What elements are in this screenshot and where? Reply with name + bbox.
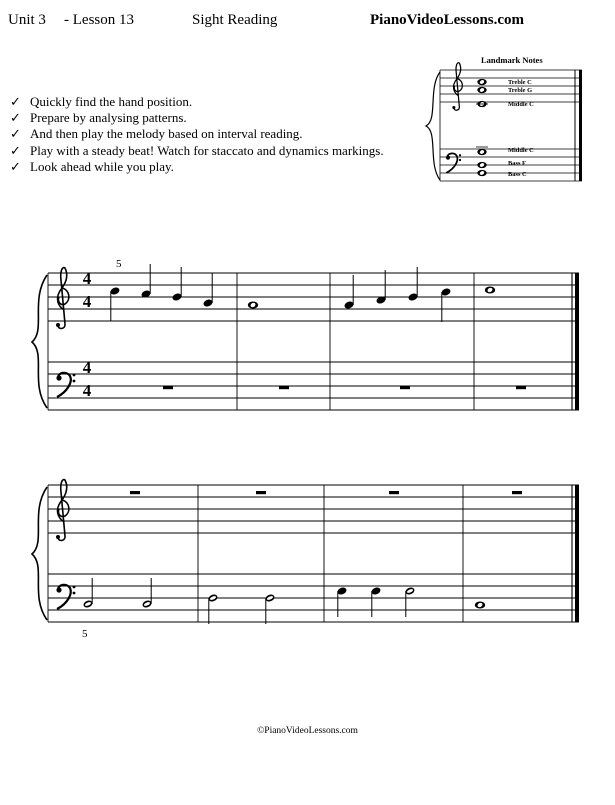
note-g4-quarter [375,270,386,305]
note-g4-quarter [202,273,213,308]
time-signature-top: 4 [82,358,92,377]
note-a2-half [82,578,93,609]
middle-c-label-bottom: Middle C [508,147,534,154]
measure-number: 5 [82,628,88,640]
site-name: PianoVideoLessons.com [370,12,525,28]
copyright-footer: ©PianoVideoLessons.com [257,726,358,736]
treble-clef-icon [56,268,69,329]
brace-icon [426,72,440,180]
instruction-text: And then play the melody based on interval reading. [30,126,303,142]
instruction-text: Quickly find the hand position. [30,94,193,109]
whole-rest [279,386,289,389]
instruction-text: Play with a steady beat! Watch for staccato and dynamics markings. [30,142,384,158]
note-f4-quarter [343,275,354,310]
treble-g-label: Treble G [508,87,533,94]
check-mark-icon: ✓ [10,142,21,158]
note-c5-quarter [109,286,120,321]
whole-rest [516,386,526,389]
check-mark-icon: ✓ [10,126,21,142]
treble-g-note [477,87,486,93]
brace-icon [32,275,47,408]
note-f4-whole [248,302,258,309]
instruction-text: Prepare by analysing patterns. [30,110,187,126]
time-signature-top: 4 [82,269,92,288]
note-e3-half [404,586,415,617]
whole-rest [389,491,399,494]
whole-rest [163,386,173,389]
bass-f-note [477,162,486,168]
lesson-label: - Lesson 13 [64,12,134,28]
time-signature-bottom: 4 [82,292,92,311]
measure-number: 5 [116,258,122,270]
middle-c-label-top: Middle C [508,101,534,108]
note-e3-quarter [370,586,381,617]
note-a4-quarter [407,267,418,302]
music-system-1 [32,258,579,410]
bass-clef-icon [56,373,75,397]
check-mark-icon: ✓ [10,94,21,109]
bass-c-label: Bass C [508,171,527,178]
note-c3-half [207,593,218,624]
bass-clef-icon [446,153,461,172]
whole-rest [512,491,522,494]
note-e3-quarter [336,586,347,617]
note-c3-half [264,593,275,624]
note-b4-quarter [440,287,451,322]
whole-rest [256,491,266,494]
note-c5-whole [485,287,495,294]
check-mark-icon: ✓ [10,158,21,174]
treble-c-label: Treble C [508,79,532,86]
instruction-text: Look ahead while you play. [30,158,174,174]
note-c3-whole [475,602,485,609]
whole-rest [130,491,140,494]
page-title: Sight Reading [192,12,278,28]
note-a2-half [141,578,152,609]
unit-label: Unit 3 [8,12,46,28]
note-a4-quarter [171,267,182,302]
middle-c-note-bottom [477,149,486,155]
bass-c-note [477,170,486,176]
treble-c-note [477,79,486,85]
time-signature-bottom: 4 [82,381,92,400]
check-mark-icon: ✓ [10,110,21,126]
bass-f-label: Bass F [508,160,526,167]
note-b4-quarter [140,264,151,299]
brace-icon [32,487,47,620]
landmark-notes-chart [426,63,582,181]
landmark-notes-title: Landmark Notes [481,55,543,65]
whole-rest [400,386,410,389]
bass-clef-icon [56,585,75,609]
treble-clef-icon [56,480,69,541]
music-system-2 [32,480,579,640]
